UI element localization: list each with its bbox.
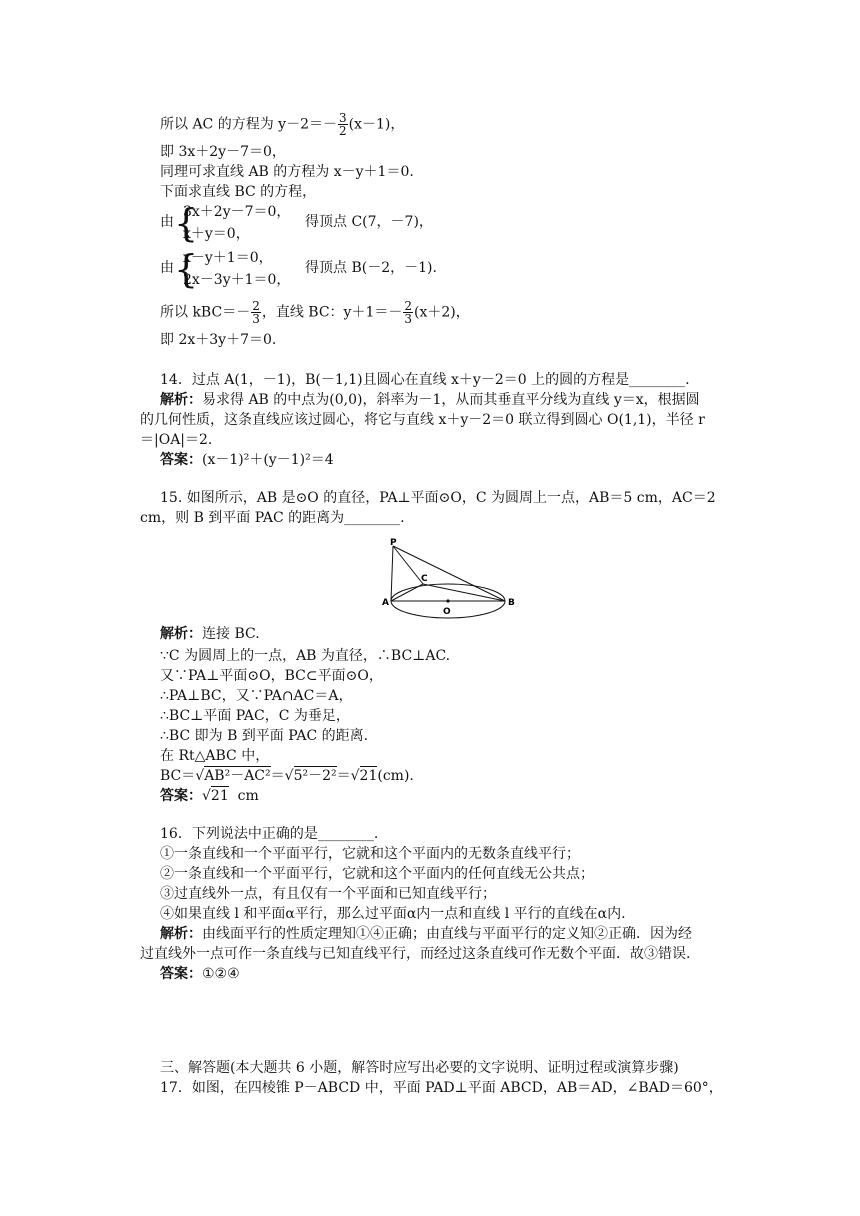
q14-analysis-line: ＝|OA|＝2. (140, 432, 213, 448)
equation-system-2 (160, 248, 600, 290)
q15-analysis-line: 解析：连接 BC. (160, 626, 260, 642)
system-result: 得顶点 B(－2，－1). (305, 260, 437, 276)
q17-stem: 17．如图，在四棱锥 P－ABCD 中，平面 PAD⊥平面 ABCD，AB＝AD，∠BAD＝60°， (160, 1080, 723, 1096)
ab-equation-line: 同理可求直线 AB 的方程为 x－y＋1＝0. (160, 164, 414, 180)
left-brace: { (174, 201, 199, 245)
you-label: 由 (160, 260, 174, 276)
segment-pa (391, 546, 393, 601)
equation-system-1 (160, 202, 600, 244)
system-row: x＋y＝0， (183, 226, 250, 242)
q15-stem-line: 15. 如图所示，AB 是⊙O 的直径，PA⊥平面⊙O，C 为圆周上一点，AB＝5 cm，AC＝2 (160, 490, 716, 506)
center-point (446, 599, 449, 602)
bc-equation-final: 即 2x＋3y＋7＝0. (160, 332, 277, 348)
bc-intro-line: 下面求直线 BC 的方程， (160, 184, 317, 200)
q16-answer: 答案：①②④ (160, 966, 240, 982)
system-result: 得顶点 C(7，－7)， (305, 214, 433, 230)
label-c: C (421, 574, 428, 584)
q15-stem-line: cm，则 B 到平面 PAC 的距离为________. (140, 510, 405, 526)
q15-analysis-line: ∵C 为圆周上的一点，AB 为直径，∴BC⊥AC. (160, 648, 451, 664)
q14-analysis-line: 的几何性质，这条直线应该过圆心，将它与直线 x＋y－2＝0 联立得到圆心 O(1,1)，半径 r (140, 412, 705, 428)
left-brace: { (174, 247, 199, 291)
q16-option: ①一条直线和一个平面平行，它就和这个平面内的无数条直线平行； (160, 846, 580, 862)
q15-analysis-line: ∴BC 即为 B 到平面 PAC 的距离. (160, 728, 369, 744)
ac-equation-simplified: 即 3x＋2y－7＝0， (160, 144, 286, 160)
q16-option: ③过直线外一点，有且仅有一个平面和已知直线平行； (160, 886, 496, 902)
segment-pc (393, 546, 423, 584)
q15-analysis-line: ∴BC⊥平面 PAC，C 为垂足， (160, 708, 350, 724)
q15-computation-line: BC＝√AB²－AC²＝√5²－2²＝√21(cm). (160, 768, 414, 784)
label-b: B (508, 598, 515, 608)
fraction: $\frac{2}{3}$ (252, 299, 260, 326)
label-a: A (382, 598, 389, 608)
segment-pb (393, 546, 505, 601)
label-p: P (390, 538, 397, 548)
q16-analysis-line: 过直线外一点可作一条直线与已知直线平行，而经过这条直线可作无数个平面．故③错误. (140, 946, 691, 962)
geometry-figure (380, 536, 520, 626)
q14-analysis-line: 解析：易求得 AB 的中点为(0,0)，斜率为－1，从而其垂直平分线为直线 y＝x，根据圆 (160, 392, 700, 408)
q16-stem: 16．下列说法中正确的是________. (160, 826, 379, 842)
fraction: $\frac{3}{2}$ (339, 111, 347, 138)
q16-analysis-line: 解析：由线面平行的性质定理知①④正确；由直线与平面平行的定义知②正确．因为经 (160, 926, 692, 942)
q15-analysis-line: 又∵PA⊥平面⊙O，BC⊂平面⊙O， (160, 668, 383, 684)
segment-ac (391, 584, 423, 601)
you-label: 由 (160, 214, 174, 230)
system-row: x－y＋1＝0， (183, 250, 273, 266)
q15-analysis-line: ∴PA⊥BC，又∵PA∩AC＝A， (160, 688, 353, 704)
system-row: 2x－3y＋1＝0， (183, 272, 291, 288)
q16-option: ②一条直线和一个平面平行，它就和这个平面内的任何直线无公共点； (160, 866, 594, 882)
system-row: 3x＋2y－7＝0， (183, 204, 291, 220)
label-o: O (443, 607, 451, 617)
fraction: $\frac{2}{3}$ (404, 299, 413, 326)
q14-answer: 答案：(x－1)²＋(y－1)²＝4 (160, 452, 334, 468)
kbc-line: 所以 kBC＝－ $\frac{2}{3}$ ，直线 BC：y＋1＝－ $\frac{2}{3}$ (x＋2)， (160, 299, 470, 326)
segment-bc (423, 584, 505, 601)
q16-option: ④如果直线 l 和平面α平行，那么过平面α内一点和直线 l 平行的直线在α内. (160, 906, 626, 922)
ac-equation-line: 所以 AC 的方程为 y－2＝－ $\frac{3}{2}$ (x－1)， (160, 111, 405, 138)
q15-answer: 答案：√21 cm (160, 788, 259, 804)
q15-analysis-line: 在 Rt△ABC 中， (160, 748, 270, 764)
section-heading: 三、解答题(本大题共 6 小题，解答时应写出必要的文字说明、证明过程或演算步骤) (160, 1060, 679, 1076)
q14-stem: 14．过点 A(1，－1)，B(－1,1)且圆心在直线 x＋y－2＝0 上的圆的方程是________. (160, 372, 690, 388)
